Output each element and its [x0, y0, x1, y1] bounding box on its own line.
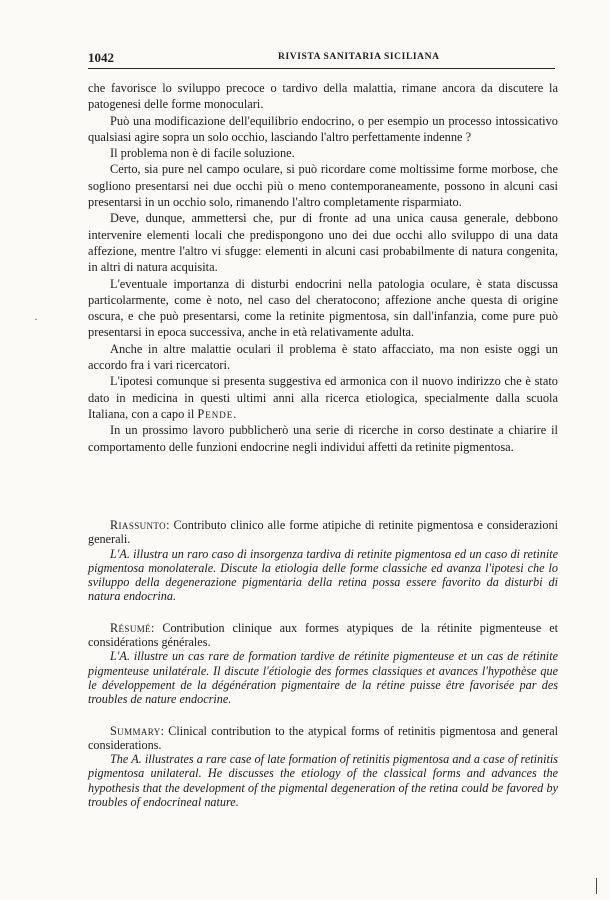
paragraph-4: Certo, sia pure nel campo oculare, si può ricordare come moltissime forme morbose, che sogliono presentarsi nei due occhi più o meno contemporaneamente, possono in alcuni casi presentarsi in un occhio solo, rimanendo l'altro completamente risparmiato. [88, 162, 558, 210]
margin-mark: · [34, 312, 38, 326]
paragraph-8 [88, 373, 558, 422]
summary-italian [88, 518, 558, 604]
summary-italian-text: L'A. illustra un raro caso di insorgenza tardiva di retinite pigmentosa ed un caso di retinite pigmentosa monolaterale. Discute la etiologia delle forme classiche ed avanza l'ipotesi che lo sviluppo della degenerazione pigmentaria della retina possa essere favorito da disturbi di natura endocrina. [88, 546, 558, 604]
paragraph-8-end: . [233, 406, 237, 421]
summary-english [88, 724, 558, 810]
page-number: 1042 [88, 50, 114, 65]
abstracts [88, 518, 558, 826]
journal-title: RIVISTA SANITARIA SICILIANA [278, 52, 440, 62]
running-header [88, 50, 555, 69]
paragraph-5: Deve, dunque, ammettersi che, pur di fronte ad una unica causa generale, debbono intervenire elementi locali che predispongono uno dei due occhi allo sviluppo di una data affezione, mentre l'altro vi sfugge: elementi in alcuni casi probabilmente di natura congenita, in altri di natura acquisita. [88, 211, 558, 275]
paragraph-9: In un prossimo lavoro pubblicherò una serie di ricerche in corso destinate a chiarire il comportamento delle funzioni endocrine negli individui affetti da retinite pigmentosa. [88, 423, 558, 454]
summary-english-heading: Summary: Clinical contribution to the atypical forms of retinitis pigmentosa and general considerations. [88, 723, 558, 752]
paragraph-2: Può una modificazione dell'equilibrio endocrino, o per esempio un processo intossicativo qualsiasi agire sopra un solo occhio, lasciando l'altro perfettamente indenne ? [88, 113, 558, 144]
summary-french [88, 621, 558, 707]
paragraph-3: Il problema non è di facile soluzione. [110, 146, 295, 161]
summary-french-heading: Résumé: Contribution clinique aux formes atypiques de la rétinite pigmenteuse et considérations générales. [88, 620, 558, 650]
summary-italian-label: Riassunto [110, 518, 167, 532]
summary-french-title: Contribution clinique aux formes atypiques de la rétinite pigmenteuse et considérations générales. [88, 620, 558, 650]
summary-english-label: Summary [110, 723, 161, 738]
summary-italian-heading: Riassunto: Contributo clinico alle forme atipiche di retinite pigmentosa e considerazioni generali. [88, 518, 558, 547]
summary-italian-title: Contributo clinico alle forme atipiche di retinite pigmentosa e considerazioni generali. [88, 518, 558, 547]
author-name-pende: Pende [197, 406, 234, 421]
page-edge-mark [596, 878, 597, 894]
article-body [88, 80, 558, 455]
paragraph-7: Anche in altre malattie oculari il problema è stato affacciato, ma non esiste oggi un accordo fra i vari ricercatori. [88, 341, 558, 373]
paragraph-6: L'eventuale importanza di disturbi endocrini nella patologia oculare, è stata discussa particolarmente, come è noto, nel caso del cheratocono; affezione anche questa di origine oscura, e che può presentarsi, come la retinite pigmentosa, sin dall'infanzia, come pure può presentarsi in epoca successiva, anche in età relativamente adulta. [88, 276, 558, 340]
summary-english-text: The A. illustrates a rare case of late formation of retinitis pigmentosa and a case of retinitis pigmentosa unilateral. He discusses the etiology of the classical forms and advances the hypothesis that the development of the pigmental degeneration of the retina could be favored by troubles of endocrineal nature. [88, 752, 558, 810]
paragraph-1: che favorisce lo sviluppo precoce o tardivo della malattia, rimane ancora da discutere la patogenesi delle forme monoculari. [88, 81, 558, 112]
summary-french-text: L'A. illustre un cas rare de formation tardive de rétinite pigmenteuse et un cas de rétinite pigmenteuse unilatérale. Il discute l'étiologie des formes classiques et avances l'hypothèse que le développement de la dégénération pigmentaire de la rétine puisse être favorisée par des troubles de nature endocrine. [88, 649, 558, 707]
paragraph-8-text: L'ipotesi comunque si presenta suggestiva ed armonica con il nuovo indirizzo che è stato dato in medicina in questi ultimi anni alla ricerca etiologica, specialmente dalla scuola Italiana, con a capo il [88, 374, 558, 421]
summary-french-label: Résumé [110, 620, 152, 635]
summary-english-title: Clinical contribution to the atypical forms of retinitis pigmentosa and general considerations. [88, 723, 558, 752]
